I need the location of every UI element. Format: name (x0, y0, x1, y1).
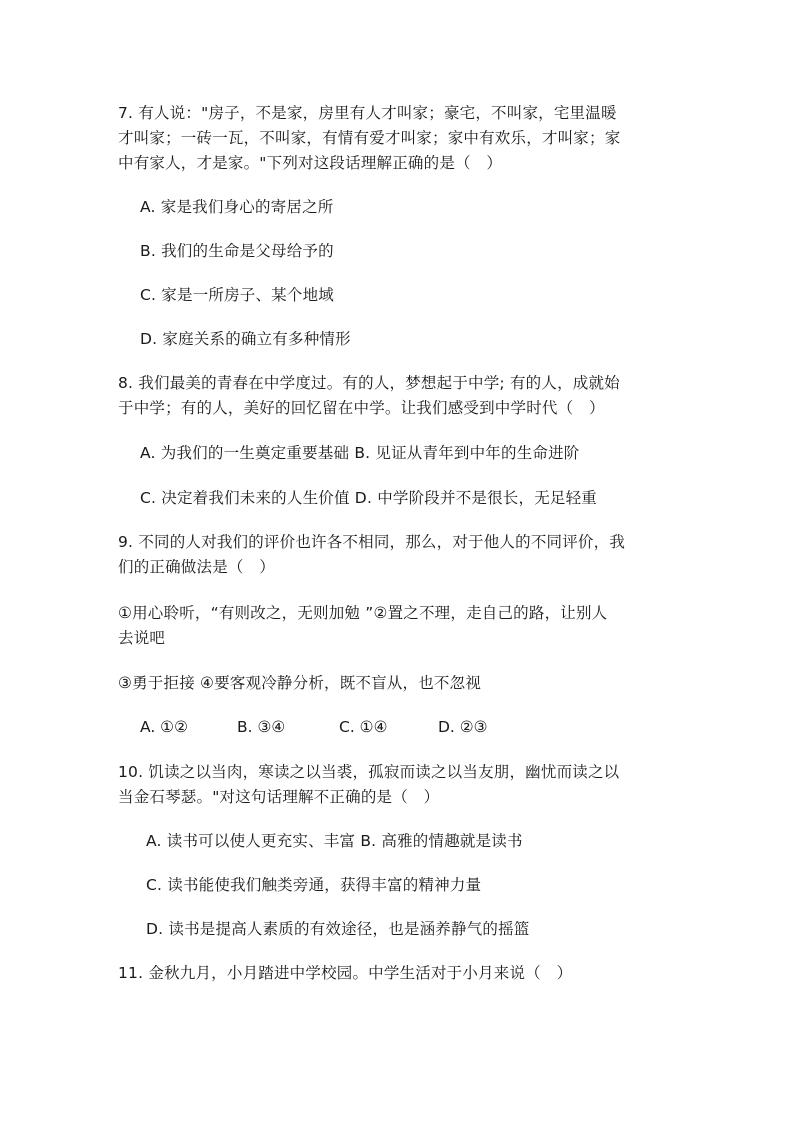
q8-option-row-2: C. 决定着我们未来的人生价值 D. 中学阶段并不是很长，无足轻重 (140, 489, 597, 507)
q8-stem-line-2: 于中学；有的人，美好的回忆留在中学。让我们感受到中学时代（ ） (118, 399, 605, 417)
q9-stem-line-1: 9. 不同的人对我们的评价也许各不相同，那么，对于他人的不同评价，我 (118, 533, 626, 551)
q7-option-a: A. 家是我们身心的寄居之所 (140, 198, 334, 216)
q9-option-d: D. ②③ (438, 718, 488, 736)
q10-option-d: D. 读书是提高人素质的有效途径，也是涵养静气的摇篮 (146, 920, 530, 938)
q10-stem-line-1: 10. 饥读之以当肉，寒读之以当裘，孤寂而读之以当友朋，幽忧而读之以 (118, 763, 620, 781)
q7-option-d: D. 家庭关系的确立有多种情形 (140, 330, 351, 348)
q7-stem-line-1: 7. 有人说："房子，不是家，房里有人才叫家；豪宅，不叫家，宅里温暖 (118, 104, 617, 122)
q10-option-row-1: A. 读书可以使人更充实、丰富 B. 高雅的情趣就是读书 (146, 832, 523, 850)
q9-option-a: A. ①② (140, 718, 188, 736)
q8-stem-line-1: 8. 我们最美的青春在中学度过。有的人，梦想起于中学; 有的人，成就始 (118, 374, 620, 392)
q7-option-c: C. 家是一所房子、某个地域 (140, 286, 334, 304)
q7-option-b: B. 我们的生命是父母给予的 (140, 242, 334, 260)
q7-stem-line-2: 才叫家；一砖一瓦，不叫家，有情有爱才叫家；家中有欢乐，才叫家；家 (118, 129, 621, 147)
q9-statement-line-1: ①用心聆听，“有则改之，无则加勉 ”②置之不理，走自己的路，让别人 (118, 604, 608, 622)
q10-option-c: C. 读书能使我们触类旁通，获得丰富的精神力量 (146, 876, 482, 894)
q9-option-b: B. ③④ (237, 718, 286, 736)
q9-statement-line-3: ③勇于拒接 ④要客观冷静分析，既不盲从，也不忽视 (118, 674, 482, 692)
q9-stem-line-2: 们的正确做法是（ ） (118, 558, 276, 576)
q7-stem-line-3: 中有家人，才是家。"下列对这段话理解正确的是（ ） (118, 154, 503, 172)
q9-option-c: C. ①④ (339, 718, 388, 736)
q8-option-row-1: A. 为我们的一生奠定重要基础 B. 见证从青年到中年的生命进阶 (140, 444, 580, 462)
q11-stem-line-1: 11. 金秋九月，小月踏进中学校园。中学生活对于小月来说（ ） (118, 964, 573, 982)
q9-statement-line-2: 去说吧 (118, 629, 166, 647)
q10-stem-line-2: 当金石琴瑟。"对这句话理解不正确的是（ ） (118, 788, 440, 806)
